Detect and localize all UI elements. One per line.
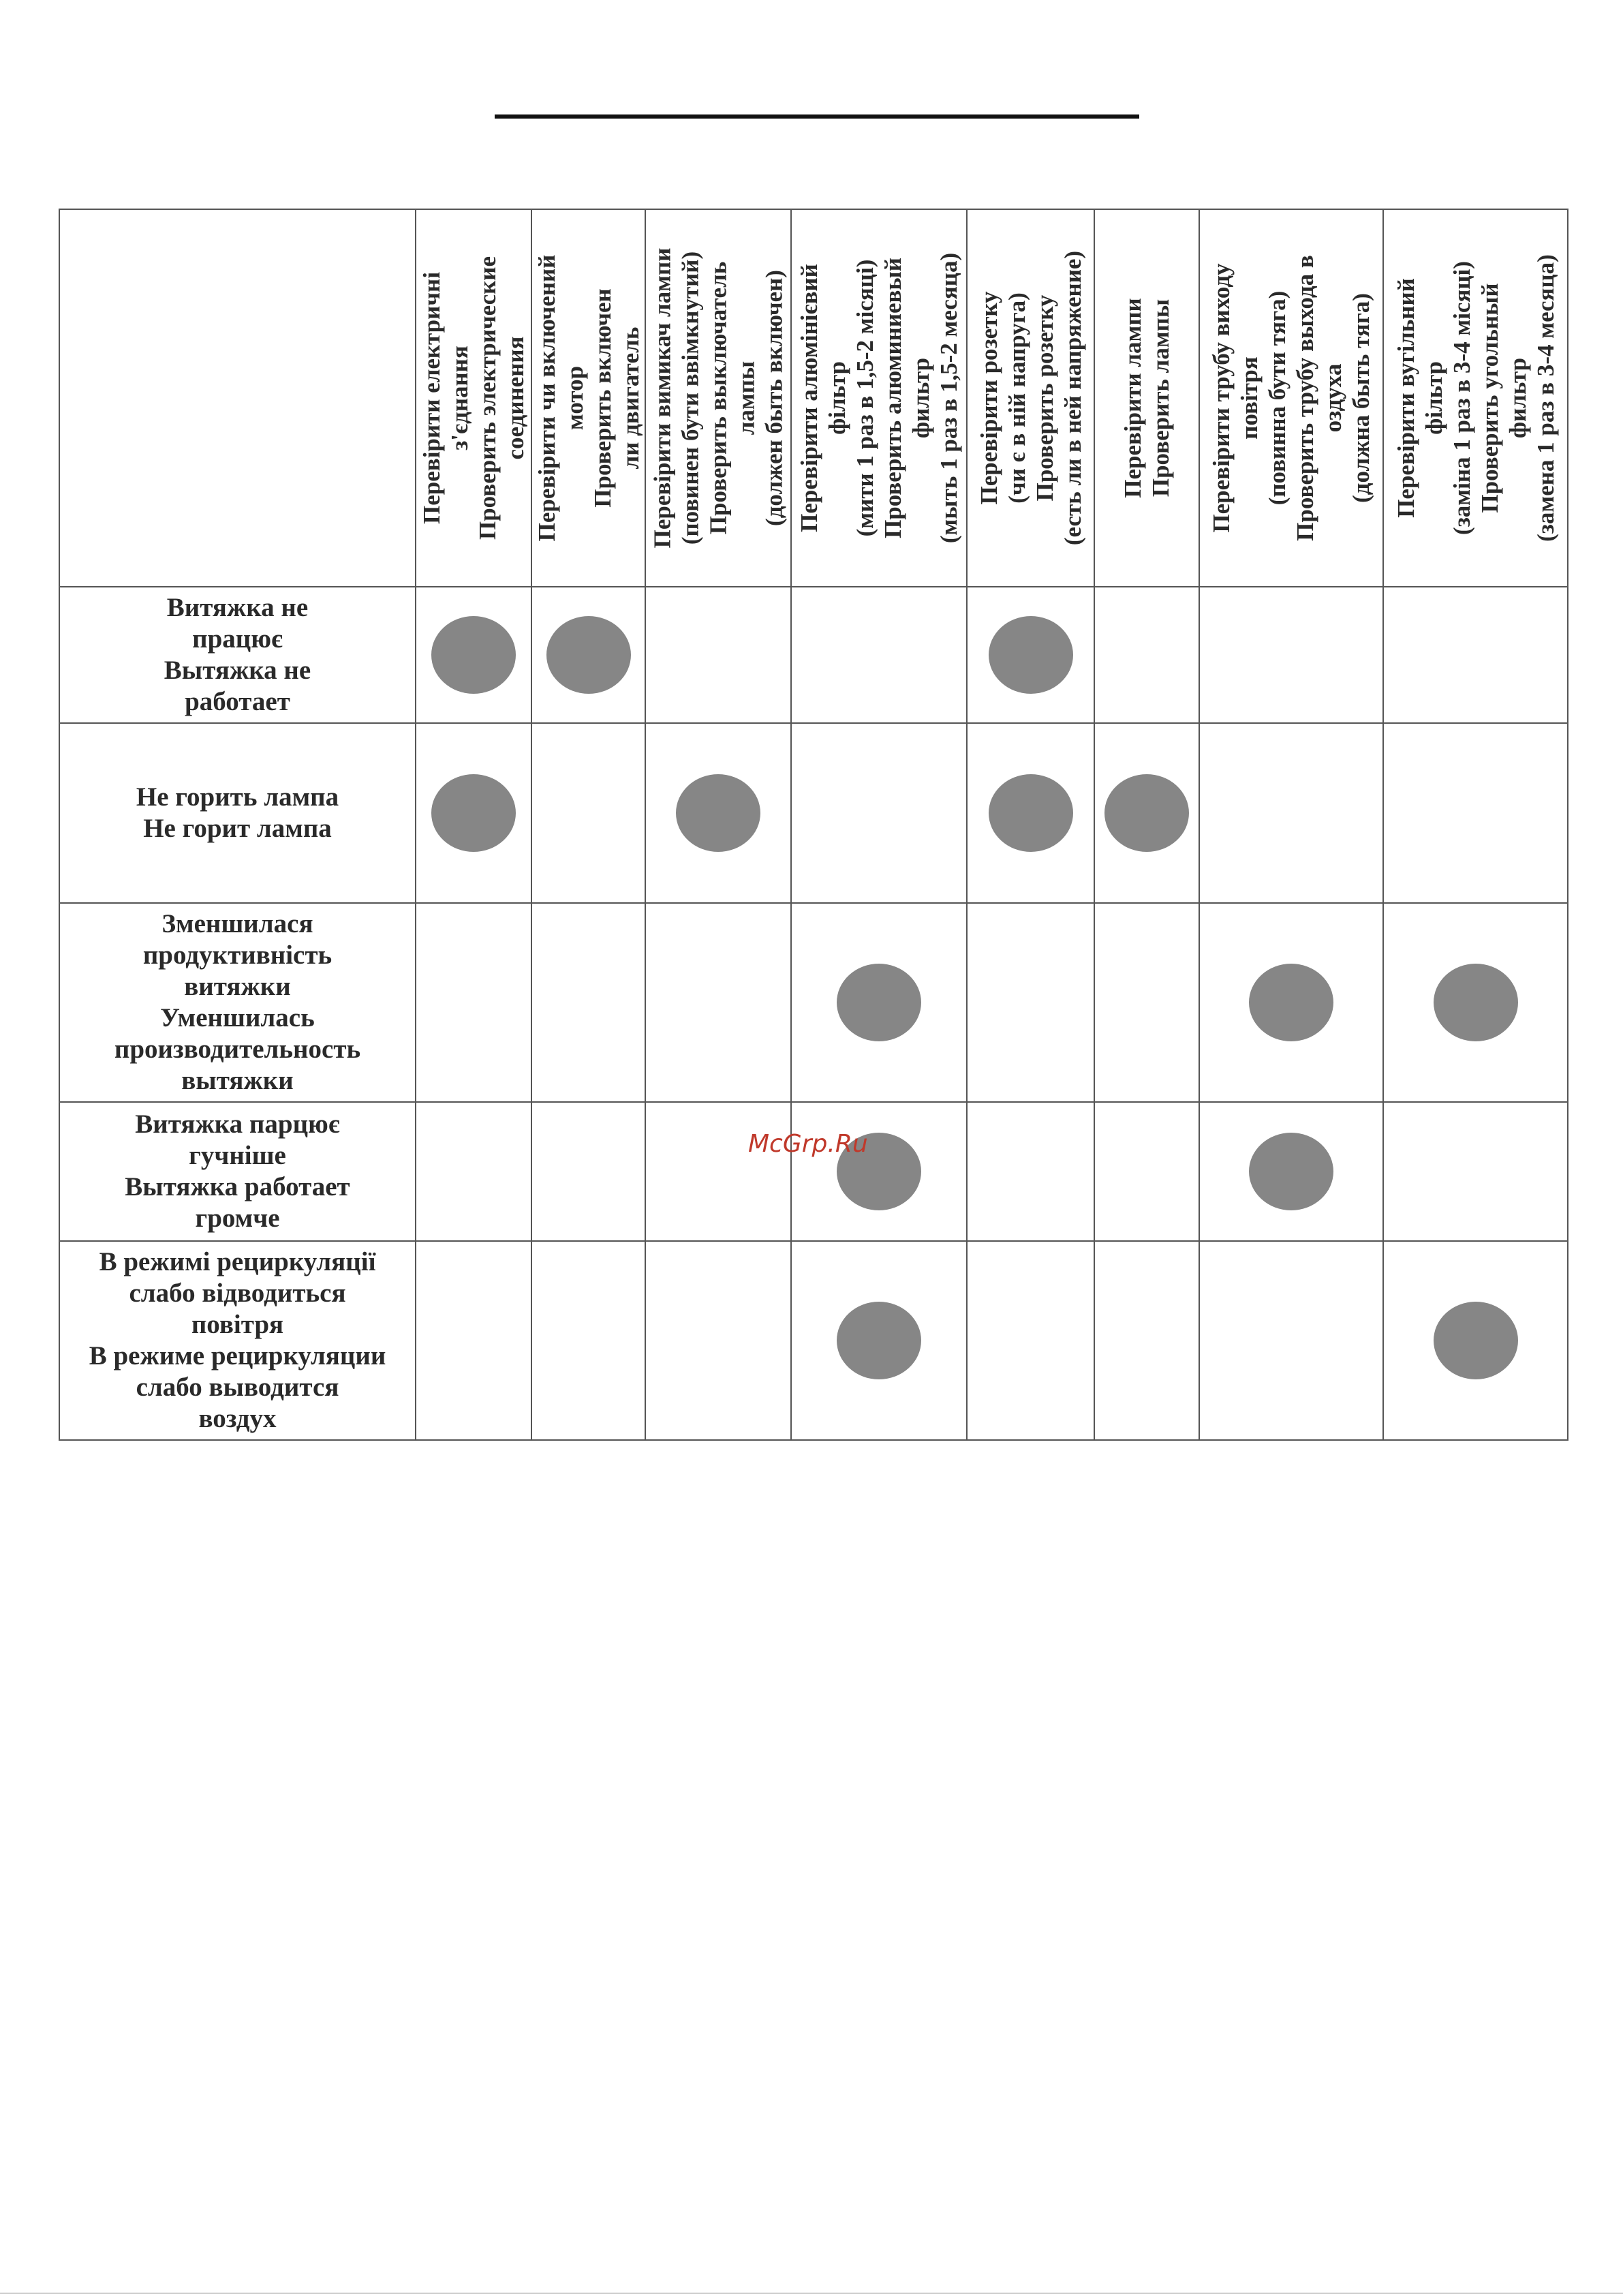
table-cell (416, 587, 531, 723)
header-text: Перевірити електричні з'єднання Проверить электрические соединения (418, 256, 529, 540)
table-row (59, 1102, 1568, 1241)
table-cell (645, 903, 791, 1102)
table-cell (1383, 723, 1568, 903)
table-cell (645, 1102, 791, 1241)
header-text: Перевірити вимикач лампи (повинен бути ввімкнутий) Проверить выключатель лампы (должен быть включен) (649, 247, 788, 549)
marker-dot (1434, 964, 1518, 1041)
marker-dot (1434, 1302, 1518, 1379)
header-cell (531, 209, 645, 587)
table-cell (967, 903, 1094, 1102)
table-cell (1094, 723, 1199, 903)
table-cell (1199, 1241, 1383, 1440)
header-text: Перевірити вугільний фільтр (заміна 1 раз в 3-4 місяці) Проверить угольный фильтр (замена 1 раз в 3-4 месяца) (1392, 254, 1559, 542)
header-cell (416, 209, 531, 587)
row-label: Зменшилася продуктивність витяжки Уменшилась производительность вытяжки (59, 903, 416, 1102)
table-cell (531, 1102, 645, 1241)
table-cell (531, 723, 645, 903)
table-cell (967, 587, 1094, 723)
header-text: Перевірити лампи Проверить лампы (1119, 298, 1174, 498)
table-cell (791, 903, 967, 1102)
marker-dot (1249, 964, 1333, 1041)
table-cell (1383, 587, 1568, 723)
header-text: Перевірити розетку (чи є в ній напруга) Проверить розетку (есть ли в ней напряжение) (975, 250, 1086, 546)
table-cell (1199, 903, 1383, 1102)
header-cell (1383, 209, 1568, 587)
table-cell (967, 1241, 1094, 1440)
table-cell (791, 723, 967, 903)
table-cell (645, 587, 791, 723)
table-cell (1383, 1241, 1568, 1440)
marker-dot (546, 616, 631, 694)
table-cell (416, 903, 531, 1102)
table-cell (416, 1241, 531, 1440)
table-cell (1383, 1102, 1568, 1241)
table-cell (416, 723, 531, 903)
table-cell (1383, 903, 1568, 1102)
table-row (59, 723, 1568, 903)
row-label: Витяжка парцює гучніше Вытяжка работает громче (59, 1102, 416, 1241)
table-cell (1094, 1102, 1199, 1241)
header-text: Перевірити трубу виходу повітря (повинна бути тяга) Проверить трубу выхода в оздуха (должна быть тяга) (1208, 255, 1374, 541)
marker-dot (837, 964, 921, 1041)
table-cell (967, 723, 1094, 903)
table-row (59, 587, 1568, 723)
table-cell (967, 1102, 1094, 1241)
table-row (59, 903, 1568, 1102)
marker-dot (989, 774, 1073, 852)
top-rule (495, 114, 1139, 119)
header-text: Перевірити алюмінієвий фільтр (мити 1 раз в 1,5-2 місяці) Проверить алюминиевый фильтр (мыть 1 раз в 1,5-2 месяца) (796, 252, 962, 544)
table-cell (791, 587, 967, 723)
header-cell (967, 209, 1094, 587)
table-row (59, 1241, 1568, 1440)
table-cell (531, 1241, 645, 1440)
marker-dot (1249, 1133, 1333, 1210)
table-cell (1094, 1241, 1199, 1440)
header-cell (1199, 209, 1383, 587)
header-cell (791, 209, 967, 587)
marker-dot (431, 616, 516, 694)
header-text: Перевірити чи включений мотор Проверить включен ли двигатель (533, 254, 644, 542)
table-cell (791, 1102, 967, 1241)
troubleshooting-table (59, 209, 1568, 1441)
header-row (59, 209, 1568, 587)
table-cell (1199, 1102, 1383, 1241)
marker-dot (1104, 774, 1189, 852)
marker-dot (837, 1302, 921, 1379)
row-label: Не горить лампа Не горит лампа (59, 723, 416, 903)
marker-dot (989, 616, 1073, 694)
table-cell (1199, 587, 1383, 723)
header-cell (645, 209, 791, 587)
table-cell (791, 1241, 967, 1440)
table-cell (1094, 903, 1199, 1102)
corner-cell (59, 209, 416, 587)
watermark: McGrp.Ru (748, 1130, 868, 1158)
table-cell (645, 1241, 791, 1440)
table-cell (531, 587, 645, 723)
table-cell (645, 723, 791, 903)
marker-dot (676, 774, 760, 852)
bottom-rule (0, 2293, 1623, 2294)
row-label: Витяжка не працює Вытяжка не работает (59, 587, 416, 723)
table-cell (416, 1102, 531, 1241)
marker-dot (431, 774, 516, 852)
table-cell (1199, 723, 1383, 903)
row-label: В режимі рециркуляції слабо відводиться повітря В режиме рециркуляции слабо выводится воздух (59, 1241, 416, 1440)
table-cell (531, 903, 645, 1102)
table-cell (1094, 587, 1199, 723)
header-cell (1094, 209, 1199, 587)
